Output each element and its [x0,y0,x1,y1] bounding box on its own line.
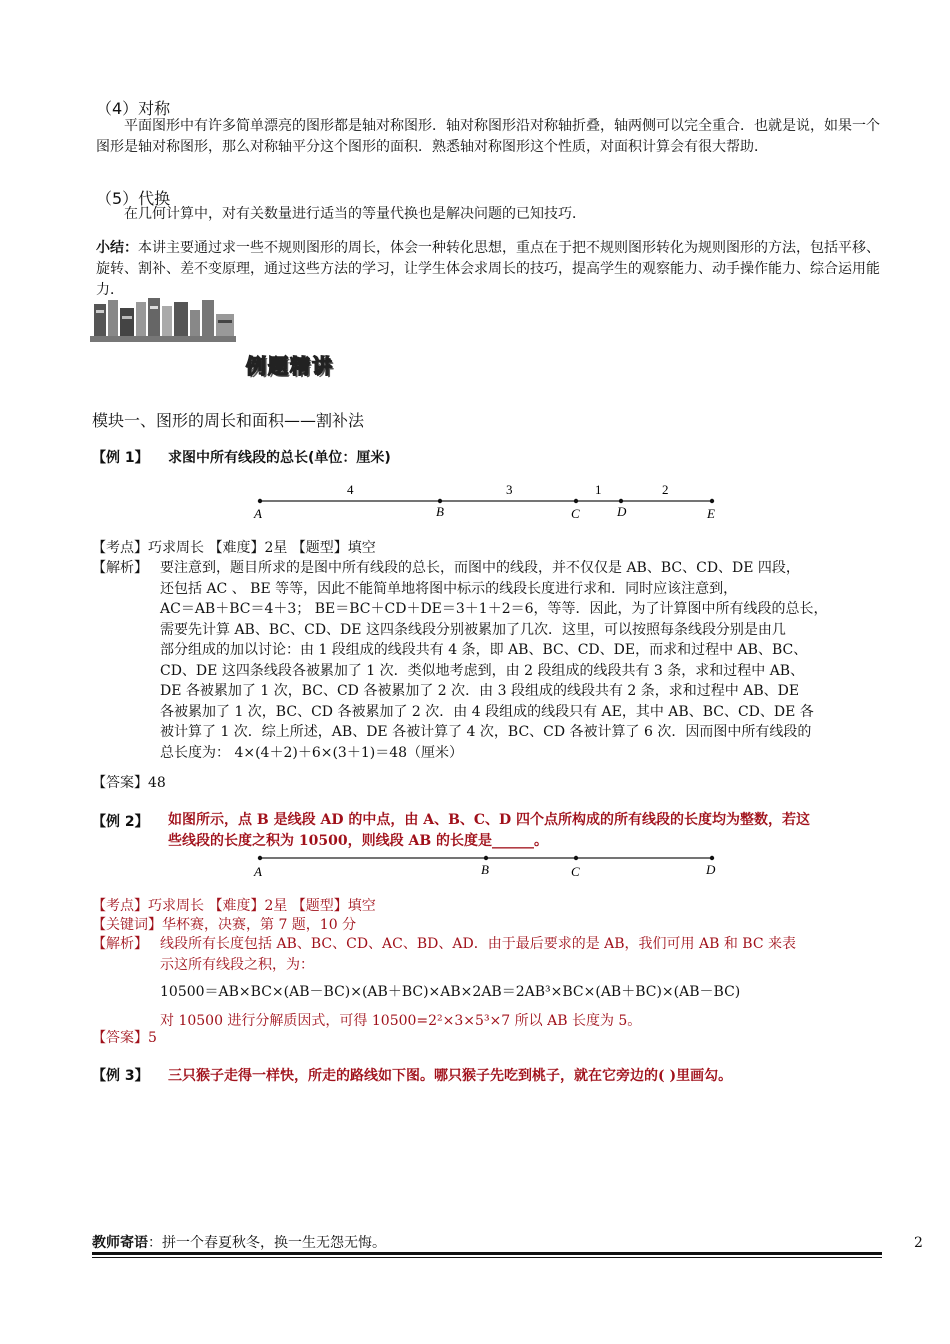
question-line: 如图所示，点 B 是线段 AD 的中点，由 A、B、C、D 四个点所构成的所有线段的长度均为整数，若这 [168,812,811,828]
point-d [710,856,714,860]
summary-label: 小结： [96,240,138,256]
example1-label: 【例 1】 [92,450,149,466]
label-d: D [706,862,716,877]
example2-meta: 【考点】巧求周长 【难度】2星 【题型】填空 [92,898,376,914]
point-b [484,856,488,860]
analysis-line: 各被累加了 1 次，BC、CD 各被累加了 2 次．由 4 段组成的线段只有 AE，其中 AB、BC、CD、DE 各 [160,703,814,720]
answer-label: 【答案】 [92,775,148,791]
footer-label: 教师寄语 [92,1235,148,1251]
example2-diagram [240,850,740,882]
example2-question [168,810,898,852]
segment-de-length: 2 [662,482,669,497]
example1-analysis-label: 【解析】 [92,560,148,576]
analysis-line: 示这所有线段之积，为： [160,957,314,973]
label-b: B [436,504,444,519]
label-a: A [254,864,262,879]
example3-label: 【例 3】 [92,1068,149,1084]
label-e: E [707,506,715,521]
example3-question: 三只猴子走得一样快，所走的路线如下图。哪只猴子先吃到桃子，就在它旁边的( )里画勾。 [168,1068,733,1084]
module-title: 模块一、图形的周长和面积——割补法 [92,411,365,430]
answer-value: 5 [148,1030,157,1046]
banner-title: 例题精讲 [246,354,334,378]
point-c [574,856,578,860]
point-e [710,499,714,503]
point-d [619,499,623,503]
footer-rule-thin [92,1257,882,1258]
example1-answer [92,773,166,794]
analysis-line: 总长度为： 4×(4＋2)＋6×(3＋1)＝48（厘米） [160,744,464,761]
page-number: 2 [914,1235,923,1251]
label-b: B [481,862,489,877]
example2-keywords: 【关键词】华杯赛，决赛，第 7 题，10 分 [92,917,357,933]
answer-label: 【答案】 [92,1030,148,1046]
section-symmetry-heading: （4）对称 [96,99,171,118]
footer-rule-thick [92,1252,882,1255]
point-c [574,499,578,503]
example1-analysis [160,558,890,763]
footer-motto [92,1233,386,1254]
segment-cd-length: 1 [595,482,602,497]
example2-analysis [160,934,890,1032]
label-c: C [571,506,580,521]
analysis-line: CD、DE 这四条线段各被累加了 1 次．类似地考虑到，由 2 段组成的线段共有 3 条，求和过程中 AB、 [160,662,805,679]
books-icon [90,296,240,344]
label-d: D [617,504,627,519]
analysis-formula: 10500＝AB×BC×(AB－BC)×(AB＋BC)×AB×2AB＝2AB³×BC×(AB＋BC)×(AB－BC) [160,984,741,1000]
label-c: C [571,864,580,879]
segment-ab-length: 4 [347,482,354,497]
analysis-line: 部分组成的加以讨论：由 1 段组成的线段共有 4 条，即 AB、BC、CD、DE，而求和过程中 AB、BC、 [160,642,808,658]
footer-text: ：拼一个春夏秋冬，换一生无怨无悔。 [148,1235,386,1251]
analysis-line: 线段所有长度包括 AB、BC、CD、AC、BD、AD．由于最后要求的是 AB，我们可用 AB 和 BC 来表 [160,936,797,952]
answer-value: 48 [148,775,166,791]
point-a [258,499,262,503]
example1-question: 求图中所有线段的总长(单位：厘米) [168,450,391,466]
label-a: A [254,506,262,521]
section-substitution-body: 在几何计算中，对有关数量进行适当的等量代换也是解决问题的已知技巧． [124,206,586,222]
example2-analysis-label: 【解析】 [92,936,148,952]
analysis-line: AC＝AB＋BC＝4＋3； BE＝BC＋CD＋DE＝3＋1＋2＝6，等等．因此，为了计算图中所有线段的总长， [160,601,828,617]
example2-answer [92,1028,157,1049]
analysis-line: DE 各被累加了 1 次，BC、CD 各被累加了 2 次．由 3 段组成的线段共有 2 条，求和过程中 AB、DE [160,683,800,699]
point-b [438,499,442,503]
example2-label: 【例 2】 [92,814,149,830]
section-substitution-heading: （5）代换 [96,189,171,208]
example1-diagram [240,478,740,524]
analysis-line: 被计算了 1 次．综上所述，AB、DE 各被计算了 4 次，BC、CD 各被计算了 6 次．因而图中所有线段的 [160,724,812,740]
analysis-line: 还包括 AC 、 BE 等等，因此不能简单地将图中标示的线段长度进行求和．同时应该注意到， [160,580,738,597]
example1-meta: 【考点】巧求周长 【难度】2星 【题型】填空 [92,540,376,556]
section-symmetry-body: 平面图形中有许多简单漂亮的图形都是轴对称图形．轴对称图形沿对称轴折叠，轴两侧可以完全重合．也就是说，如果一个图形是轴对称图形，那么对称轴平分这个图形的面积．熟悉轴对称图形这个性质，对面积计算会有很大帮助． [96,118,880,155]
summary-text: 本讲主要通过求一些不规则图形的周长，体会一种转化思想，重点在于把不规则图形转化为规则图形的方法，包括平移、旋转、割补、差不变原理，通过这些方法的学习，让学生体会求周长的技巧，提高学生的观察能力、动手操作能力、综合运用能力． [96,240,880,298]
segment-bc-length: 3 [506,482,513,497]
analysis-line: 需要先计算 AB、BC、CD、DE 这四条线段分别被累加了几次．这里，可以按照每条线段分别是由几 [160,621,786,638]
analysis-line: 对 10500 进行分解质因式，可得 10500=2²×3×5³×7 所以 AB 长度为 5。 [160,1013,642,1029]
point-a [258,856,262,860]
question-line: 些线段的长度之积为 10500，则线段 AB 的长度是______。 [168,833,549,849]
summary [96,238,886,301]
analysis-line: 要注意到，题目所求的是图中所有线段的总长，而图中的线段，并不仅仅是 AB、BC、CD、DE 四段， [160,560,800,576]
